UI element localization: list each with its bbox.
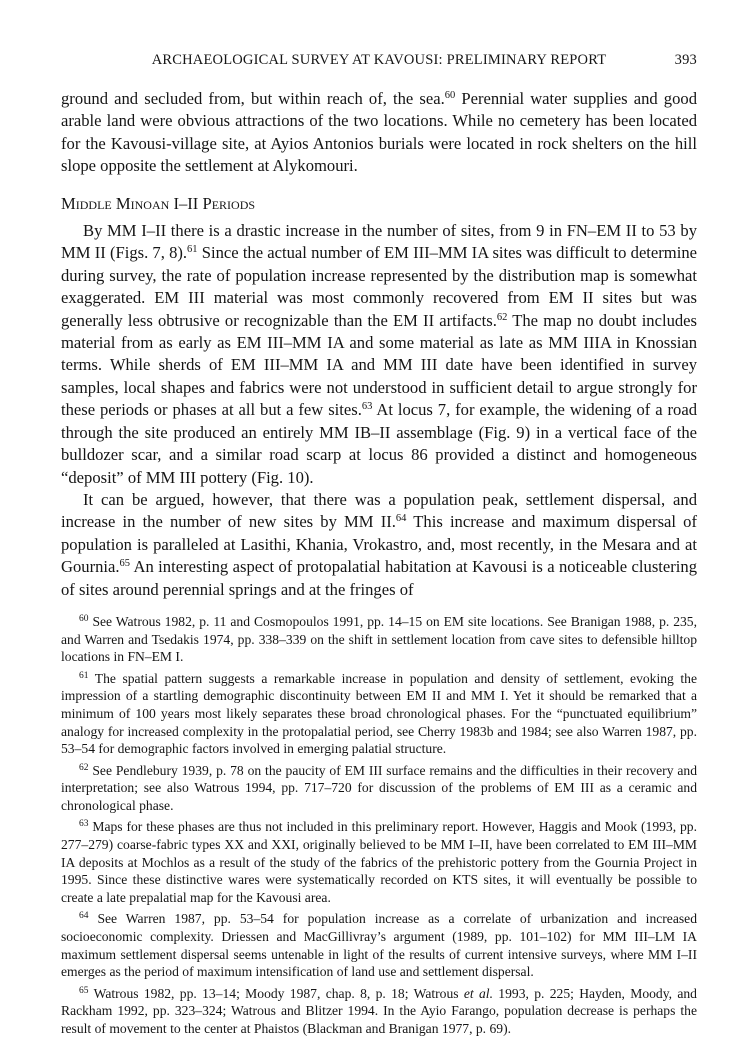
body-text <box>61 88 697 601</box>
para1-c: The map no doubt includes material from as early as EM III–MM IA and some material as late as MM IIIA in Knossian terms. While sherds of EM III–MM IA and MM III date have been identified in survey samples, local shapes and fabrics were not understood in sufficient detail to argue strongly for these periods or phases at all but a few sites. <box>61 310 697 420</box>
footnote-64 <box>61 910 697 980</box>
footnote-61 <box>61 670 697 758</box>
paragraph-mm-increase <box>61 220 697 489</box>
footnote-65 <box>61 985 697 1038</box>
footnote-number: 62 <box>79 762 89 773</box>
para2-b: This increase and maximum dispersal of population is paralleled at Lasithi, Khania, Vrokastro, and, most recently, in the Mesara and at Gournia. <box>61 512 697 577</box>
footnotes <box>61 613 697 1038</box>
footnote-text: See Pendlebury 1939, p. 78 on the paucity of EM III surface remains and the difficulties in their recovery and interpretation; see also Watrous 1994, pp. 717–720 for discussion of the problems of EM III as a ceramic and chronological phase. <box>61 762 697 813</box>
footnote-number: 64 <box>79 911 89 922</box>
footnote-text: See Watrous 1982, p. 11 and Cosmopoulos 1991, pp. 14–15 on EM site locations. See Branigan 1988, p. 235, and Warren and Tsedakis 1974, pp. 338–339 on the shift in settlement location from cave sites to defensible hilltop locations in FN–EM I. <box>61 613 697 665</box>
para1-a: By MM I–II there is a drastic increase in the number of sites, from 9 in FN–EM II to 53 by MM II (Figs. 7, 8). <box>61 221 697 263</box>
para1-d: At locus 7, for example, the widening of a road through the site produced an entirely MM IB–II assemblage (Fig. 9) in a vertical face of the bulldozer scar, and a similar road scarp at locus 86 provided a distinct and homogeneous “deposit” of MM III pottery (Fig. 10). <box>61 400 697 487</box>
footnote-63 <box>61 818 697 906</box>
note-ref-64[interactable]: 64 <box>395 513 407 525</box>
section-heading: Middle Minoan I–II Periods <box>61 193 256 213</box>
note-ref-60[interactable]: 60 <box>444 90 456 101</box>
note-ref-65[interactable]: 65 <box>119 558 131 570</box>
running-title: ARCHAEOLOGICAL SURVEY AT KAVOUSI: PRELIMINARY REPORT <box>151 52 607 68</box>
footnote-number: 61 <box>79 670 89 681</box>
footnote-number: 65 <box>79 985 89 996</box>
footnote-text: The spatial pattern suggests a remarkable increase in population and density of settlement, evoking the impression of a startling demographic discontinuity between EM II and MM I. Yet it should be remarked that a minimum of 100 years most likely separates these broad chronological phases. For the “punctuated equilibrium” analogy for increased complexity in the protopalatial period, see Cherry 1983b and 1984; see also Warren 1987, pp. 53–54 for demographic factors involved in emerging palatial structure. <box>61 670 697 757</box>
para2-a: It can be argued, however, that there was a population peak, settlement dispersal, and increase in the number of new sites by MM II. <box>61 489 697 532</box>
footnote-text: Maps for these phases are thus not included in this preliminary report. However, Haggis and Mook (1993, pp. 277–279) coarse-fabric types XX and XXI, originally believed to be MM I–II, have been correlated to EM III–MM IA deposits at Mochlos as a result of the study of the fabrics of the prehistoric pottery from the Gournia Project in 1995. Since these distinctive wares were systematically recorded on KTS sites, it will eventually be possible to create a late prepalatial map for the Kavousi area. <box>61 819 697 905</box>
page-number: 393 <box>674 52 697 68</box>
footnote-text-b: 1993, p. 225; Hayden, Moody, and Rackham 1992, pp. 323–324; Watrous and Blitzer 1994. In the Ayio Farango, population decrease is perhaps the result of movement to the center at Phaistos (Blackman and Branigan 1977, p. 69). <box>61 985 697 1036</box>
paragraph-population-peak <box>61 489 697 601</box>
footnote-text: See Warren 1987, pp. 53–54 for population increase as a correlate of urbanization and increased socioeconomic complexity. Driessen and MacGillivray’s argument (1989, pp. 101–102) for MM III–LM IA maximum settlement dispersal seems untenable in light of the results of current intensive surveys, where MM I–II emerges as the period of maximum intensification of land use and settlement dispersal. <box>61 911 697 980</box>
footnote-60 <box>61 613 697 666</box>
intro-paragraph <box>61 88 697 178</box>
note-ref-61[interactable]: 61 <box>187 244 198 256</box>
footnote-italic: et al. <box>463 985 493 1001</box>
para2-c: An interesting aspect of protopalatial habitation at Kavousi is a noticeable clustering of sites around perennial springs and at the fringes of <box>61 557 697 599</box>
intro-text-b: Perennial water supplies and good arable land were obvious attractions of the two locations. While no cemetery has been located for the Kavousi-village site, at Ayios Antonios burials were located in rock shelters on the hill slope opposite the settlement at Alykomouri. <box>61 89 697 176</box>
intro-text: ground and secluded from, but within reach of, the sea. <box>61 89 445 108</box>
running-header <box>61 52 697 74</box>
footnote-62 <box>61 762 697 815</box>
footnote-number: 63 <box>79 819 89 830</box>
footnote-number: 60 <box>79 613 89 624</box>
para1-b: Since the actual number of EM III–MM IA sites was difficult to determine during survey, the rate of population increase represented by the distribution map is somewhat exaggerated. EM III material was most commonly recovered from EM II sites but was generally less obtrusive or recognizable than the EM II artifacts. <box>61 243 697 330</box>
footnote-text: Watrous 1982, pp. 13–14; Moody 1987, chap. 8, p. 18; Watrous <box>88 985 464 1001</box>
note-ref-63[interactable]: 63 <box>361 401 373 413</box>
note-ref-62[interactable]: 62 <box>496 311 508 323</box>
